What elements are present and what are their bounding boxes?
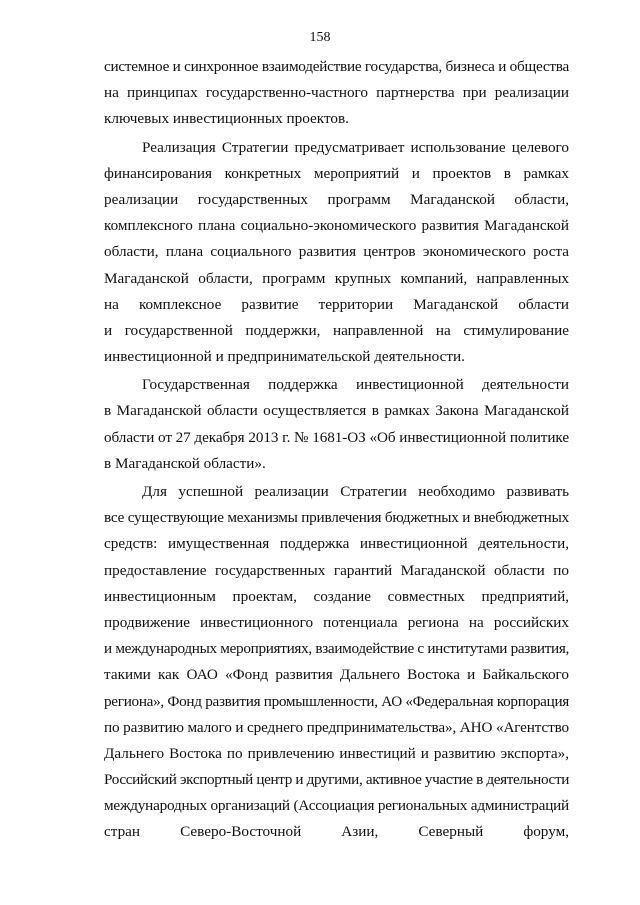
text-line: Реализация Стратегии предусматривает использование целевого — [142, 138, 569, 156]
text-line: Магаданской области, программ крупных компаний, направленных — [104, 269, 569, 287]
paragraph — [104, 54, 569, 133]
text-line: международных организаций (Ассоциация региональных администраций — [104, 797, 569, 815]
text-line: области от 27 декабря 2013 г. № 1681-ОЗ «Об инвестиционной политике — [104, 428, 569, 446]
text-line: области, плана социального развития центров экономического роста — [104, 243, 569, 261]
text-line: и государственной поддержки, направленной на стимулирование — [104, 321, 569, 339]
text-line: Российский экспортный центр и другими, активное участие в деятельности — [104, 771, 569, 789]
text-line: и международных мероприятиях, взаимодействие с институтами развития, — [104, 640, 570, 658]
text-line: на принципах государственно-частного партнерства при реализации — [104, 84, 569, 102]
paragraph — [104, 135, 569, 371]
text-line: финансирования конкретных мероприятий и проектов в рамках — [104, 164, 569, 182]
text-line: такими как ОАО «Фонд развития Дальнего Востока и Байкальского — [104, 666, 569, 684]
text-line: Для успешной реализации Стратегии необходимо развивать — [142, 483, 569, 500]
text-line: инвестиционной и предпринимательской деятельности. — [104, 348, 465, 366]
text-line: региона», Фонд развития промышленности, АО «Федеральная корпорация — [104, 692, 569, 710]
text-line: продвижение инвестиционного потенциала региона на российских — [104, 613, 569, 631]
text-line: предоставление государственных гарантий Магаданской области по — [104, 561, 569, 579]
paragraph — [104, 479, 569, 846]
text-line: реализации государственных программ Магаданской области, — [104, 190, 569, 208]
text-line: стран Северо-Восточной Азии, Северный форум, — [104, 823, 569, 841]
document-body — [104, 54, 569, 846]
page-number: 158 — [309, 30, 331, 45]
text-line: средств: имущественная поддержка инвестиционной деятельности, — [104, 535, 569, 553]
text-line: Государственная поддержка инвестиционной деятельности — [142, 376, 569, 394]
text-line: комплексного плана социально-экономического развития Магаданской — [104, 217, 569, 235]
text-line: в Магаданской области». — [104, 454, 266, 472]
text-line: все существующие механизмы привлечения бюджетных и внебюджетных — [104, 509, 569, 527]
text-line: по развитию малого и среднего предпринимательства», АНО «Агентство — [104, 718, 569, 736]
text-line: инвестиционным проектам, создание совместных предприятий, — [104, 587, 569, 605]
text-line: на комплексное развитие территории Магаданской области — [104, 295, 569, 313]
paragraph — [104, 372, 569, 477]
text-line: Дальнего Востока по привлечению инвестиций и развитию экспорта», — [104, 744, 569, 762]
text-line: системное и синхронное взаимодействие государства, бизнеса и общества — [104, 58, 569, 75]
text-line: ключевых инвестиционных проектов. — [104, 110, 349, 128]
text-line: в Магаданской области осуществляется в рамках Закона Магаданской — [104, 402, 569, 420]
